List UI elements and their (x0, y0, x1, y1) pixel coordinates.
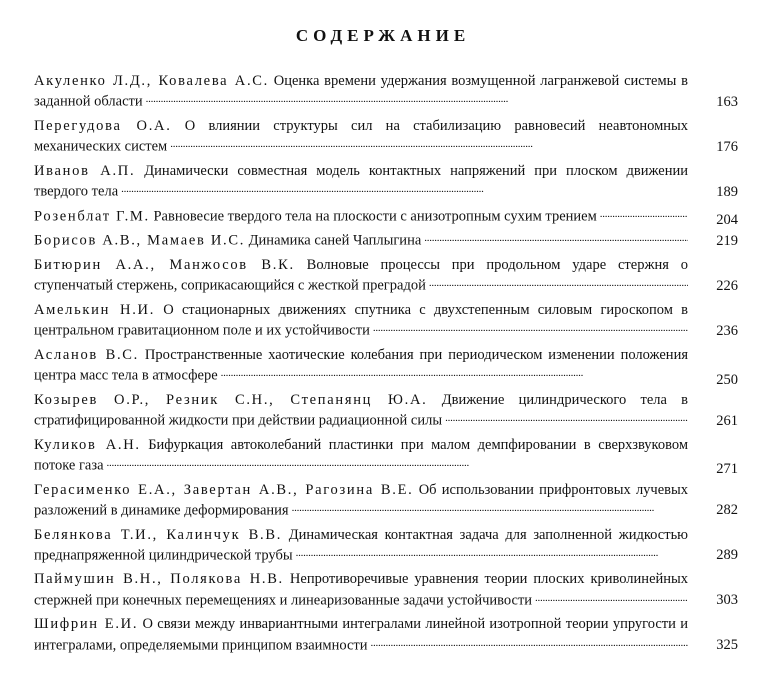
dot-leader (293, 545, 688, 560)
toc-page-number: 289 (716, 547, 738, 564)
toc-article-title: Равновесие твердого тела на плоскости с анизотропным сухим трением (153, 208, 597, 225)
dot-leader (442, 410, 688, 425)
toc-entry-text (34, 614, 688, 655)
toc-article-title: Пространственные хаотические колебания при периодическом изменении положения центра масс тела в атмосфере (34, 346, 688, 384)
toc-entry-text (34, 116, 688, 157)
toc-authors: Шифрин Е.И. (34, 616, 139, 633)
toc-entry (34, 230, 738, 251)
toc-page-number: 226 (716, 277, 738, 294)
toc-entry (34, 71, 738, 112)
toc-article-title: Волновые процессы при продольном ударе стержня о ступенчатый стержень, соприкасающийся с жесткой преградой (34, 257, 688, 294)
dot-leader (421, 230, 688, 245)
toc-authors: Акуленко Л.Д., Ковалева А.С. (34, 73, 269, 89)
toc-entry (34, 255, 738, 296)
toc-authors: Козырев О.Р., Резник С.Н., Степанянц Ю.А. (34, 391, 428, 408)
toc-page-number: 271 (716, 461, 738, 478)
toc-entry-text (34, 390, 688, 431)
toc-authors: Борисов А.В., Мамаев И.С. (34, 232, 246, 249)
toc-page-number: 219 (716, 232, 738, 249)
toc-authors: Битюрин А.А., Манжосов В.К. (34, 257, 295, 274)
toc-authors: Амелькин Н.И. (34, 302, 156, 319)
dot-leader (367, 635, 688, 650)
dot-leader (370, 320, 688, 335)
toc-article-title: Непротиворечивые уравнения теории плоских криволинейных стержней при конечных перемещениях и линеаризованные задачи устойчивости (34, 571, 688, 609)
toc-article-title: Динамическая контактная задача для заполненной жидкостью преднапряженной цилиндрической трубы (34, 526, 688, 564)
toc-authors: Герасименко Е.А., Завертан А.В., Рагозина В.Е. (34, 481, 414, 498)
toc-article-title: О связи между инвариантными интегралами линейной изотропной теории упругости и интегралами, определяемыми принципом взаимности (34, 616, 688, 654)
toc-article-title: Оценка времени удержания возмущенной лагранжевой системы в заданной области (34, 73, 688, 110)
toc-entry (34, 161, 738, 202)
toc-page-number: 261 (716, 412, 738, 429)
toc-entry-text (34, 255, 688, 296)
toc-entry (34, 480, 738, 521)
toc-entry-text (34, 525, 688, 566)
toc-page-number: 163 (716, 93, 738, 110)
dot-leader (597, 206, 688, 221)
toc-entry (34, 116, 738, 157)
toc-entry-text (34, 161, 688, 202)
toc-entry (34, 390, 738, 431)
toc-article-title: О стационарных движениях спутника с двухстепенным силовым гироскопом в центральном гравитационном поле и их устойчивости (34, 302, 688, 339)
toc-page-number: 325 (716, 637, 738, 654)
toc-page-number: 303 (716, 592, 738, 609)
toc-article-title: Динамически совместная модель контактных напряжений при плоском движении твердого тела (34, 162, 688, 200)
toc-article-title: Бифуркация автоколебаний пластинки при малом демпфировании в сверхзвуковом потоке газа (34, 436, 688, 474)
toc-authors: Белянкова Т.И., Калинчук В.В. (34, 526, 283, 543)
dot-leader (167, 136, 688, 151)
toc-list (34, 71, 738, 659)
toc-entry-text (34, 206, 688, 227)
dot-leader (218, 365, 688, 380)
toc-article-title: Движение цилиндрического тела в стратифицированной жидкости при действии радиационной силы (34, 391, 688, 429)
toc-entry (34, 300, 738, 341)
toc-entry-text (34, 230, 688, 251)
toc-entry (34, 206, 738, 227)
toc-entry-text (34, 300, 688, 341)
toc-page-number: 282 (716, 502, 738, 519)
toc-entry (34, 569, 738, 610)
toc-article-title: Об использовании прифронтовых лучевых разложений в динамике деформирования (34, 481, 688, 519)
toc-page-number: 176 (716, 138, 738, 155)
toc-entry-text (34, 435, 688, 476)
page-title: СОДЕРЖАНИЕ (295, 26, 471, 45)
dot-leader (118, 181, 688, 196)
toc-authors: Асланов В.С. (34, 346, 139, 363)
toc-entry-text (34, 480, 688, 521)
toc-entry-text (34, 71, 688, 112)
toc-authors: Иванов А.П. (34, 162, 136, 179)
dot-leader (532, 590, 688, 605)
toc-entry (34, 345, 738, 386)
toc-entry (34, 525, 738, 566)
toc-authors: Куликов А.Н. (34, 436, 141, 453)
toc-authors: Розенблат Г.М. (34, 208, 150, 225)
toc-authors: Перегудова О.А. (34, 117, 172, 134)
toc-entry (34, 435, 738, 476)
toc-article-title: О влиянии структуры сил на стабилизацию равновесий неавтономных механических систем (34, 117, 688, 155)
dot-leader (426, 275, 688, 290)
toc-entry-text (34, 345, 688, 386)
toc-entry-text (34, 569, 688, 610)
toc-page-number: 204 (716, 212, 738, 229)
dot-leader (143, 91, 688, 106)
toc-entry (34, 614, 738, 655)
toc-page-number: 250 (716, 371, 738, 388)
toc-article-title: Динамика саней Чаплыгина (248, 232, 422, 249)
dot-leader (104, 455, 688, 470)
toc-authors: Паймушин В.Н., Полякова Н.В. (34, 571, 284, 588)
toc-page-number: 236 (716, 322, 738, 339)
dot-leader (289, 500, 688, 515)
toc-page-number: 189 (716, 183, 738, 200)
